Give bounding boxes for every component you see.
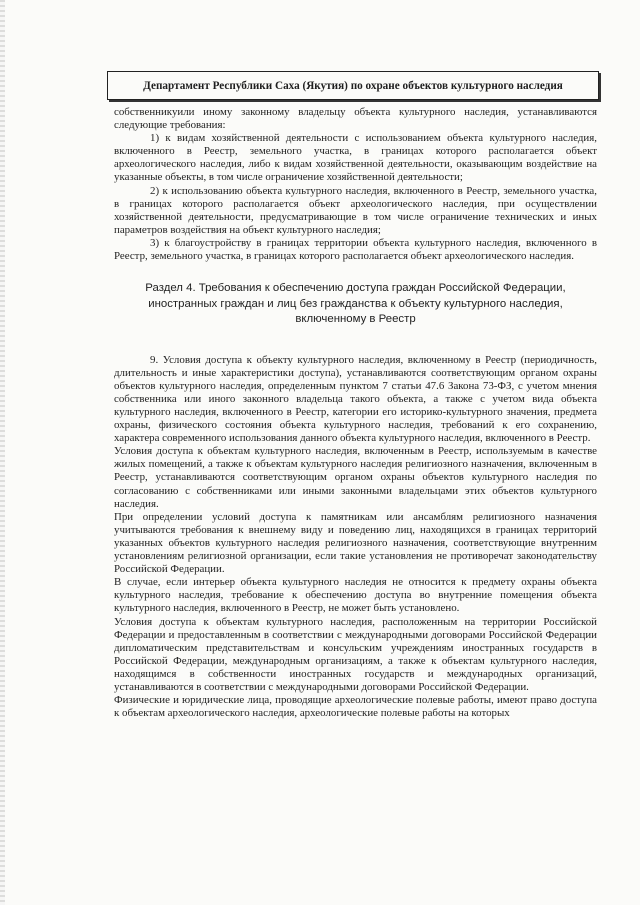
document-body [114,106,597,720]
paragraph: Физические и юридические лица, проводящие археологические полевые работы, имеют право доступа к объектам археологического наследия, археологические полевые работы на которых [114,694,597,720]
requirement-item-3: 3) к благоустройству в границах территории объекта культурного наследия, включенного в Реестр, земельного участка, в границах которого располагается объект археологического наследия. [114,236,597,263]
requirement-item-1: 1) к видам хозяйственной деятельности с использованием объекта культурного наследия, включенного в Реестр, земельного участка, в границах которого располагается объект археологического наследия, либо к видам хозяйственной деятельности, оказывающим воздействие на указанные объекты, в том числе ограничение хозяйственной деятельности; [114,132,597,184]
department-header [107,71,599,100]
paragraph: При определении условий доступа к памятникам или ансамблям религиозного назначения учитываются требования к внешнему виду и поведению лиц, находящихся в границах территорий указанных объектов культурного наследия религиозного назначения, соответствующие внутренним установлениям религиозной организации, если такие установления не противоречат законодательству Российской Федерации. [114,510,597,576]
section-title-line: Раздел 4. Требования к обеспечению доступа граждан Российской Федерации, [145,282,566,295]
scan-edge-artifact [0,0,5,905]
section-title-line: включенному в Реестр [295,313,416,326]
header-text: Департамент Республики Саха (Якутия) по охране объектов культурного наследия [143,79,563,92]
section-title [114,281,597,328]
paragraph: В случае, если интерьер объекта культурного наследия не относится к предмету охраны объекта культурного наследия, требование к обеспечению доступа во внутренние помещения объекта культурного наследия, включенного в Реестр, не может быть установлено. [114,576,597,615]
paragraph: Условия доступа к объектам культурного наследия, включенным в Реестр, используемым в качестве жилых помещений, а также к объектам культурного наследия религиозного назначения, включенным в Реестр, устанавливаются соответствующим органом охраны объектов культурного наследия по согласованию с собственниками или иными законными владельцами этих объектов культурного наследия. [114,445,597,510]
paragraph: Условия доступа к объектам культурного наследия, расположенным на территории Российской Федерации и предоставленным в соответствии с международными договорами Российской Федерации дипломатическим представительствам и консульским учреждениям иностранных государств в Российской Федерации, международным организациям, а также к объектам культурного наследия, находящимся в собственности иностранных государств и международных организаций, устанавливаются в соответствии с международными договорами Российской Федерации. [114,615,597,693]
clause-9: 9. Условия доступа к объекту культурного наследия, включенному в Реестр (периодичность, длительность и иные характеристики доступа), устанавливаются соответствующим органом охраны объектов культурного наследия, определенным пунктом 7 статьи 47.6 Закона 73-ФЗ, с учетом мнения собственника или иного законного владельца такого объекта, а также с учетом вида объекта культурного наследия, включенного в Реестр, категории его историко-культурного значения, предмета охраны, физического состояния объекта культурного наследия, требований к его сохранению, характера современного использования данного объекта культурного наследия, включенного в Реестр. [114,353,597,445]
section-title-line: иностранных граждан и лиц без гражданства к объекту культурного наследия, [148,297,563,310]
paragraph: собственникуили иному законному владельцу объекта культурного наследия, устанавливаются следующие требования: [114,106,597,132]
requirement-item-2: 2) к использованию объекта культурного наследия, включенного в Реестр, земельного участка, в границах которого располагается объект археологического наследия, при осуществлении хозяйственной деятельности, предусматривающие в том числе ограничение технических и иных параметров воздействия на объект культурного наследия; [114,184,597,236]
